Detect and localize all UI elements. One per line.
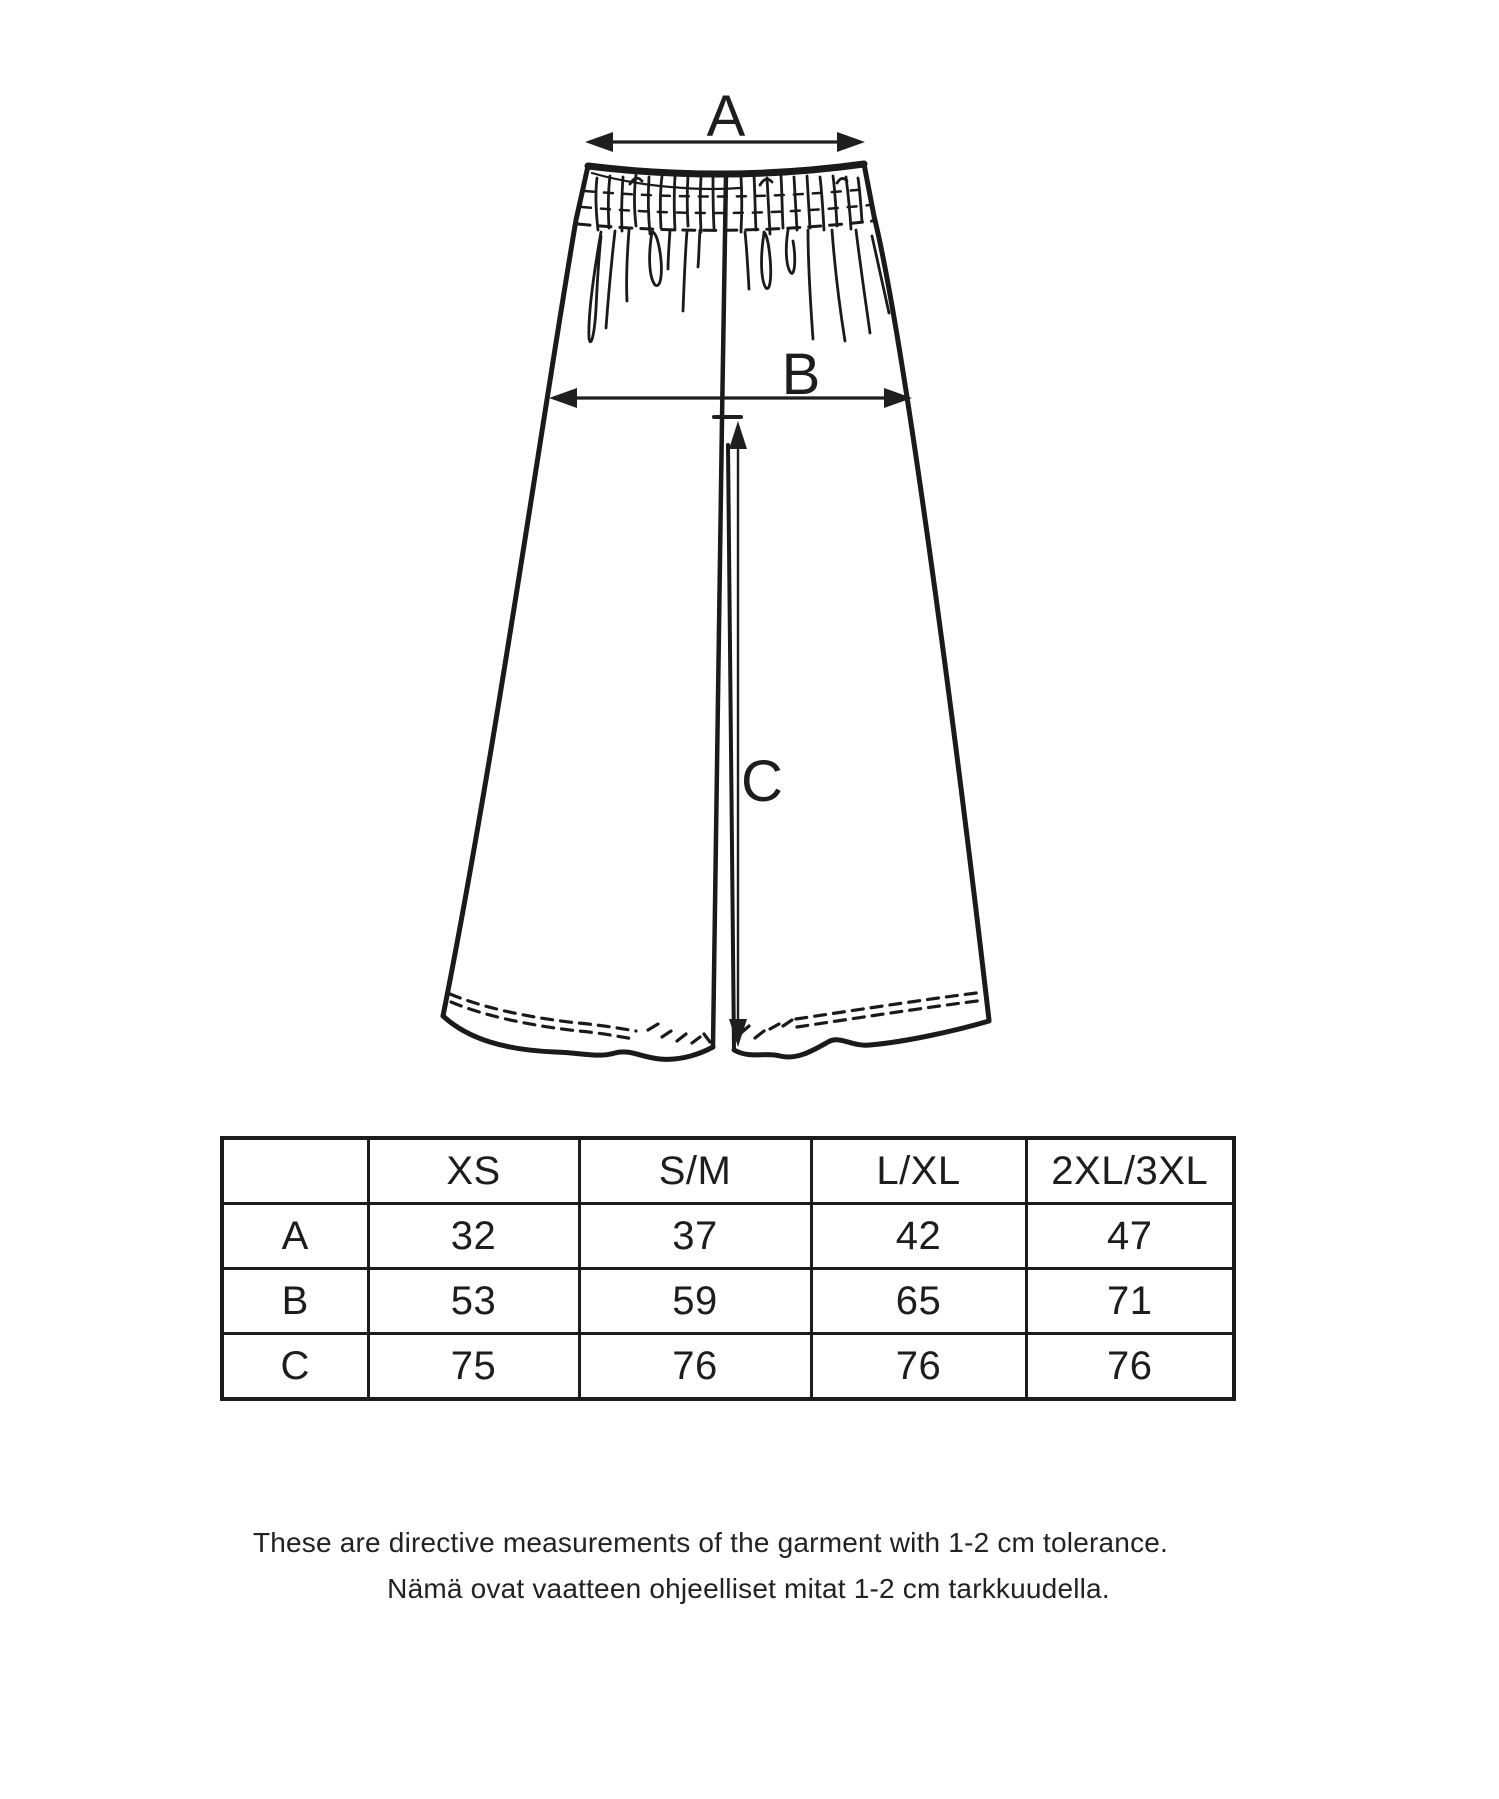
waistband-gathers [596,175,862,234]
size-col-header-xs: XS [368,1138,579,1204]
measure-a [585,84,865,152]
size-cell: 42 [811,1204,1026,1269]
measure-c-label: C [741,749,783,814]
measure-b-label: B [781,342,821,407]
size-cell: 71 [1026,1269,1234,1334]
size-cell: 76 [1026,1334,1234,1400]
waistband-right-side [864,164,874,216]
measure-a-arrowhead-left [585,132,613,152]
tolerance-note-fi: Nämä ovat vaatteen ohjeelliset mitat 1-2 cm tarkkuudella. [387,1573,1110,1604]
size-col-header-2xl3xl: 2XL/3XL [1026,1138,1234,1204]
size-cell: 75 [368,1334,579,1400]
tolerance-note-en: These are directive measurements of the garment with 1-2 cm tolerance. [252,1527,1169,1558]
size-cell: 59 [579,1269,811,1334]
measure-a-label: A [706,84,746,149]
size-table-row-a [222,1204,1234,1269]
size-row-label: A [222,1204,368,1269]
measure-c-arrowhead-bottom [729,1019,747,1047]
measure-c-arrowhead-top [729,421,747,449]
size-cell: 76 [579,1334,811,1400]
measure-b-arrowhead-left [549,388,577,408]
waistband-left-side [576,166,588,220]
size-table-row-c [222,1334,1234,1400]
size-col-header-lxl: L/XL [811,1138,1026,1204]
size-cell: 47 [1026,1204,1234,1269]
size-row-label: B [222,1269,368,1334]
right-side-edge [874,216,989,1020]
fabric-wrinkle-lines [589,230,889,342]
left-side-edge [443,220,576,1016]
size-cell: 65 [811,1269,1026,1334]
size-cell: 37 [579,1204,811,1269]
size-row-label: C [222,1334,368,1400]
pants-outline [443,164,989,1059]
size-table [220,1136,1236,1401]
measure-a-arrowhead-right [837,132,865,152]
size-cell: 32 [368,1204,579,1269]
size-table-row-b [222,1269,1234,1334]
size-cell: 76 [811,1334,1026,1400]
center-front-seam [713,174,726,1046]
size-table-header-row [222,1138,1234,1204]
size-cell: 53 [368,1269,579,1334]
hem-stitching [450,992,985,1043]
measure-b [549,342,912,408]
measure-c [714,417,783,1047]
right-leg-inner-edge [728,445,734,1050]
size-col-header-sm: S/M [579,1138,811,1204]
size-table-corner-cell [222,1138,368,1204]
